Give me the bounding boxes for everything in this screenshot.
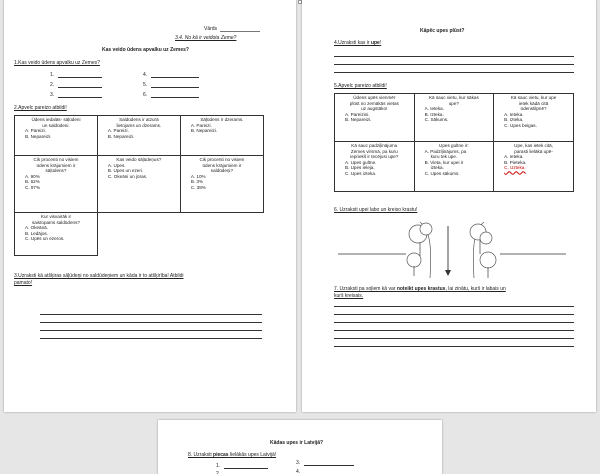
q5-cell-2[interactable] (414, 94, 494, 142)
q2-cell-4-question-3: sāļūdens? (45, 168, 67, 174)
q2-cell-5[interactable] (97, 156, 180, 213)
q5-cell-5-option-a: A. Padziļinājums, pa (424, 148, 467, 154)
q2-cell-3-question: Sāļūdens ir dzerams. (200, 117, 244, 122)
q5-cell-4-option-b: B. Upes ieleja. (345, 165, 375, 171)
q4-text (334, 40, 381, 46)
q5-cell-3-option-a: A. Ieteka. (504, 111, 524, 117)
q2-cell-2-question: Saldūdens ir atzurā (119, 117, 159, 122)
tree-icon (480, 252, 496, 278)
q4-answer-line-2[interactable] (334, 64, 574, 65)
q8-num-1: 1. (216, 463, 221, 469)
page1-title: Kas veido ūdens apvalku uz Zemes? (102, 47, 189, 53)
q2-cell-1-option-b: B. Nepareizi. (25, 133, 52, 139)
q2-table (14, 115, 264, 256)
q5-cell-2-question-2: upe? (448, 100, 459, 106)
q7-text (334, 286, 506, 292)
q2-text: 2.Apvelc pareizo atbildi! (14, 105, 67, 111)
q1-num-4: 4. (143, 72, 148, 78)
name-field (204, 26, 217, 32)
q2-cell-7-option-a: A. Okeānā. (25, 225, 48, 231)
q5-cell-4-question: Kā sauc padziļinājumu (351, 143, 398, 148)
q2-cell-6-option-b: B. 3% (190, 179, 204, 185)
q5-cell-6-option-c: C. Uzteka. (504, 165, 526, 171)
q3-answer-line-3[interactable] (40, 330, 262, 331)
q5-cell-4-question-3: iepriekš ir tecējusi upe? (350, 154, 399, 160)
q7-text-2: kurš kreisais. (334, 293, 364, 299)
q7-answer-line-3[interactable] (334, 322, 574, 323)
flow-arrow-head (445, 270, 451, 276)
q2-cell-4-option-b: B. 62% (25, 179, 40, 185)
q3-answer-line-4[interactable] (40, 338, 262, 339)
q4-prefix: 4.Uzraksti kas ir (334, 40, 371, 46)
q1-answer-line-1 (58, 77, 102, 78)
q2-cell-3[interactable] (180, 116, 263, 156)
q6-text: 6. Uzraksti upei labo un kreiso krastu! (334, 207, 418, 213)
q5-cell-6-option-a: A. Ieteka. (504, 154, 524, 160)
q2-cell-5-question: Kas veido sāļūdeņus? (116, 157, 162, 162)
q3-text-2: pamato! (14, 280, 33, 286)
q2-cell-4-option-c: C. 97% (25, 184, 41, 190)
q4-answer-line-1[interactable] (334, 56, 574, 57)
q2-cell-5-option-b: B. Upes un ezeri. (107, 168, 144, 174)
q2-cell-4[interactable] (15, 156, 98, 213)
q5-cell-1-option-b: B. Nepareizi. (345, 117, 372, 123)
q5-cell-2-option-a: A. Ieteka. (424, 106, 444, 112)
document-page-3 (158, 420, 442, 474)
q1-answer-line-6 (151, 97, 199, 98)
q7-suffix: , lai zinātu, kurš ir labais un (445, 286, 506, 292)
tree-icon (409, 223, 432, 256)
q2-cell-1-question-2: un saldūdeni. (42, 122, 70, 128)
q5-cell-1[interactable] (335, 94, 415, 142)
q5-cell-6-option-b: B. Pieteka. (504, 159, 527, 165)
q5-cell-2-option-b: B. Iztekа. (424, 111, 444, 117)
lesson-reference: 3.4. No kā ir veidota Zeme? (175, 35, 237, 41)
q2-cell-6[interactable] (180, 156, 263, 213)
q1-answer-line-2 (58, 87, 102, 88)
q2-cell-4-question: Cik procenti no visiem (33, 157, 79, 162)
q5-cell-1-question-3: uz augstāko! (361, 106, 388, 112)
q5-cell-6-question: Upe, kas ietek citā, (514, 143, 553, 148)
q5-cell-3-question-3: ūdenstilpnē? (520, 106, 547, 112)
q8-num-2: 2. (216, 471, 221, 474)
q2-cell-7[interactable] (15, 213, 98, 256)
document-page-1 (4, 0, 296, 412)
q5-cell-5[interactable] (414, 142, 494, 192)
q2-cell-7-option-b: B. Ledājos. (25, 230, 48, 236)
q2-empty-cell-2 (180, 213, 263, 256)
q2-cell-3-option-a: A. Pareizi. (190, 122, 212, 128)
q5-cell-1-question: Ūdens upēs vienmēr (353, 95, 396, 100)
q7-bold: noteikt upes krastus (396, 286, 446, 292)
q2-cell-7-option-c: C. Upēs un ezeros. (25, 236, 65, 242)
q2-cell-5-option-a: A. Upes. (107, 162, 126, 168)
q8-bold: piecas (213, 452, 229, 458)
q2-cell-5-option-c: C. Okeāni un jūras. (107, 173, 148, 179)
q8-answer-line-3[interactable] (304, 465, 354, 466)
q4-answer-line-3[interactable] (334, 72, 574, 73)
q7-answer-line-6[interactable] (334, 346, 574, 347)
q2-cell-1-question: Ūdens iedalās- sāļūdeni (31, 117, 81, 122)
q7-answer-line-1[interactable] (334, 306, 574, 307)
q5-text: 5.Apvelc pareizo atbildi! (334, 83, 387, 89)
q2-cell-2[interactable] (97, 116, 180, 156)
document-page-2 (302, 0, 596, 412)
q5-cell-5-question: Upes gultne ir: (439, 143, 469, 148)
q1-text: 1.Kas veido ūdens apvalku uz Zemes? (14, 60, 100, 66)
q5-cell-5-option-b: B. Vieta, kur upei ir (424, 159, 464, 165)
q1-answer-line-3 (58, 97, 102, 98)
q2-cell-1-option-a: A. Pareizi. (25, 128, 46, 134)
q8-suffix: lielākās upes Latvijā! (228, 452, 277, 458)
q1-answer-line-4 (151, 77, 199, 78)
q8-num-4: 4. (296, 469, 301, 474)
river-banks-drawing (334, 216, 574, 282)
q2-cell-3-option-b: B. Nepareizi. (190, 128, 218, 134)
q5-cell-6-question-2: parasti lielākā upē- (514, 148, 553, 154)
q1-num-3: 3. (50, 92, 55, 98)
q2-cell-4-option-a: A. 90% (25, 173, 40, 179)
q5-cell-1-question-2: plūst no zemākās vietas (349, 100, 399, 106)
q8-prefix: 8. Uzraksti (188, 452, 214, 458)
tree-icon (407, 253, 421, 276)
q2-cell-7-question-2: saistopams saldūdens? (31, 219, 80, 225)
q5-cell-4-option-c: C. Upes izteka. (345, 170, 377, 176)
q2-empty-cell (97, 213, 180, 256)
q7-answer-line-4[interactable] (334, 330, 574, 331)
q2-cell-2-question-2: lietojams un dzerams. (116, 122, 162, 128)
page2-title: Kāpēc upes plūst? (420, 28, 465, 34)
q1-num-6: 6. (143, 92, 148, 98)
q1-answer-line-5 (151, 87, 199, 88)
q5-cell-3-option-b: B. Izteka. (504, 117, 524, 123)
name-label: Vārds (204, 26, 218, 32)
q7-answer-line-5[interactable] (334, 338, 574, 339)
q5-cell-4-question-2: Zemes virsmā, pa kuru (350, 148, 398, 154)
q3-answer-line-2[interactable] (40, 322, 262, 323)
q5-cell-2-question: Kā sauc vietu, kur sākas (428, 95, 479, 100)
q2-cell-6-option-c: C. 38% (190, 184, 206, 190)
q5-cell-5-option-c: C. Upes sākums. (424, 170, 460, 176)
q2-cell-6-option-a: A. 10% (190, 173, 206, 179)
q7-prefix: 7. Uzraksti pa soļiem kā var (334, 286, 397, 292)
q5-cell-3-question-2: ietek kādā citā (518, 100, 549, 106)
q4-suffix: ! (379, 40, 382, 46)
q5-cell-5-option-b-cont: izteka. (430, 165, 444, 171)
name-line (220, 31, 260, 32)
q5-cell-3-option-c: C. Upes beigas. (504, 122, 537, 128)
q5-table (334, 93, 574, 192)
q8-num-3: 3. (296, 460, 301, 466)
q1-num-1: 1. (50, 72, 55, 78)
page3-title: Kādas upes ir Latvijā? (270, 440, 324, 446)
q5-cell-6[interactable] (494, 142, 574, 192)
q1-num-2: 2. (50, 82, 55, 88)
q5-cell-2-option-c: C. Sākums. (424, 117, 449, 123)
q2-cell-2-option-b: B. Nepareizi. (107, 133, 135, 139)
q2-cell-6-question-2: ūdens krājumiem ir (202, 162, 242, 168)
q7-answer-line-2[interactable] (334, 314, 574, 315)
q1-num-5: 5. (143, 82, 148, 88)
q8-text (188, 452, 276, 458)
q2-cell-4-question-2: ūdens krājumiem ir (36, 162, 76, 168)
q5-cell-3-question: Kā sauc vietu, kur upe (510, 95, 557, 100)
q2-cell-1[interactable] (15, 116, 98, 156)
q5-cell-5-option-a-cont: kuru tek upe. (430, 154, 458, 160)
q2-cell-7-question: Kur visvairāk ir (40, 214, 72, 219)
q5-cell-4[interactable] (335, 142, 415, 192)
q2-cell-6-question-3: saldūdeņi? (210, 168, 234, 174)
q2-cell-2-option-a: A. Pareizi. (107, 128, 129, 134)
q2-cell-6-question: Cik procenti no visiem (199, 157, 245, 162)
q5-cell-4-option-a: A. Upes gultne. (345, 159, 377, 165)
q5-cell-3[interactable] (494, 94, 574, 142)
q8-answer-line-1[interactable] (224, 468, 268, 469)
q4-bold: upe (370, 40, 380, 46)
q3-answer-line-1[interactable] (40, 314, 262, 315)
q5-cell-1-option-a: A. Pareizini. (345, 111, 370, 117)
q3-text: 3.Uzraksti kā atšķiras sāļūdeņi no saldūdeņiem un kāda ir to atšķirība! Atbildi (14, 273, 184, 279)
